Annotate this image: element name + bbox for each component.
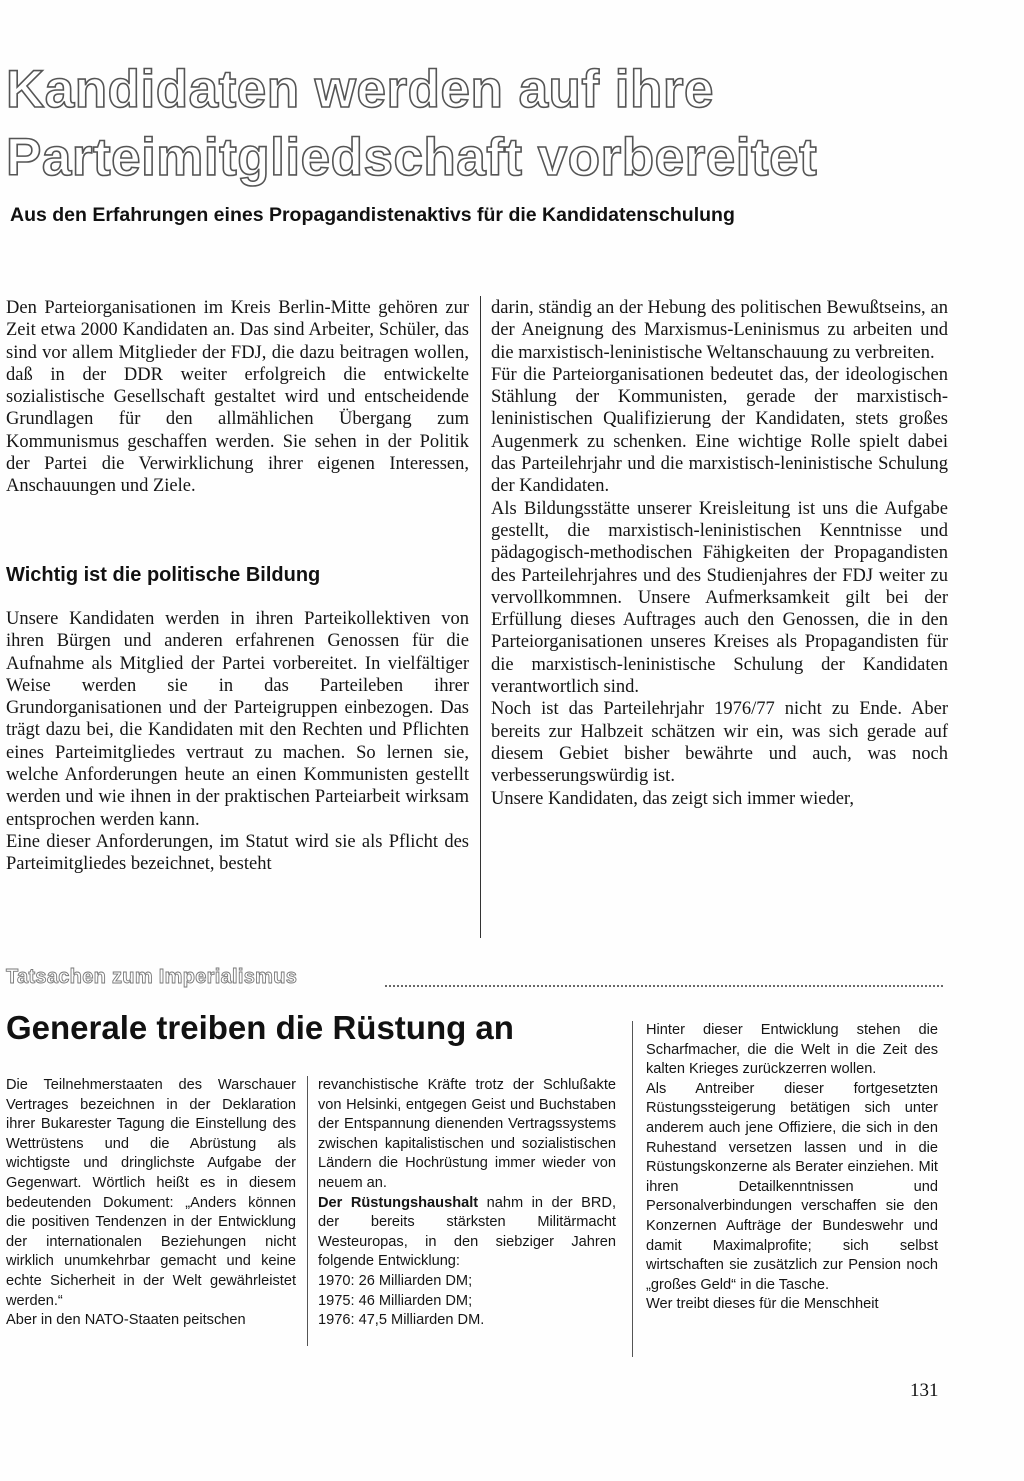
budget-line: 1976: 47,5 Milliarden DM. <box>318 1312 485 1329</box>
column-divider <box>480 296 481 938</box>
budget-line: 1970: 26 Milliarden DM; <box>318 1272 473 1289</box>
article-paragraph: Als Bildungsstätte unserer Kreisleitung ist uns die Aufgabe gestellt, die marxistisch-leninistischen Kenntnisse und pädagogisch-methodischen Fähigkeiten der Propagandisten des Parteilehrjahres und des Studienjahres der FDJ weiter zu vervollkommnen. Unsere Aufmerksamkeit gilt bei der Erfüllung dieses Auftrages auch den Genossen, die in den Parteiorganisationen unseres Kreises als Propagandisten für die marxistisch-leninistische Schulung der Kandidaten verantwortlich sind. <box>491 498 948 698</box>
article-column-1 <box>6 1076 296 1331</box>
article-paragraph: Noch ist das Parteilehrjahr 1976/77 nicht zu Ende. Aber bereits zur Halbzeit schätzen wir ein, was sich gerade auf diesem Gebiet bisher bewährte und auch, was noch verbesserungswürdig ist. <box>491 699 948 787</box>
article-paragraph: Die Teilnehmerstaaten des Warschauer Vertrages bezeichnen in der Deklaration ihrer Bukarester Tagung die Einstellung des Wettrüstens und die Abrüstung als wichtigste und dringlichste Aufgabe der Gegenwart. Wörtlich heißt es in diesem bedeutenden Dokument: „Anders können die positiven Tendenzen in der Entwicklung der internationalen Beziehungen nicht wirklich unumkehrbar gemacht und keine echte Sicherheit in der Welt gewährleistet werden.“ <box>6 1077 296 1309</box>
page-number: 131 <box>910 1380 939 1401</box>
article-column-left-intro <box>6 297 469 498</box>
article-paragraph: Den Parteiorganisationen im Kreis Berlin-Mitte gehören zur Zeit etwa 2000 Kandidaten an. Das sind Arbeiter, Schüler, das sind vor allem Mitglieder der FDJ, die dazu beitragen wollen, daß in der DDR weiter erfolgreich die entwickelte sozialistische Gesellschaft gestaltet wird und entscheidende Grundlagen für den allmählichen Übergang zum Kommunismus geschaffen werden. Sie sehen in der Politik der Partei die Verwirklichung ihrer eigenen Interessen, Anschauungen und Ziele. <box>6 298 469 497</box>
article-paragraph: Hinter dieser Entwicklung stehen die Scharfmacher, die die Welt in die Zeit des kalten Krieges zurückzerren wollen. <box>646 1022 938 1078</box>
article-paragraph: Unsere Kandidaten werden in ihren Parteikollektiven von ihren Bürgen und anderen erfahrenen Genossen für die Aufnahme als Mitglied der Partei vorbereitet. In vielfältiger Weise werden sie in das Parteileben ihrer Grundorganisationen und der Parteigruppen einbezogen. Das trägt dazu bei, die Kandidaten mit den Rechten und Pflichten eines Parteimitgliedes vertraut zu machen. So lernen sie, welche Anforderungen heute an einen Kommunisten gestellt werden und wie ihnen in der praktischen Parteiarbeit wirksam entsprochen werden kann. <box>6 609 469 830</box>
paragraph-rest: nahm in der BRD, der bereits stärksten Militärmacht Westeuropas, in den siebziger Jahren folgende Entwicklung: <box>318 1194 616 1270</box>
section-heading: Wichtig ist die politische Bildung <box>6 564 321 586</box>
column-rule <box>632 1021 633 1357</box>
page-title: Kandidaten werden auf ihre Parteimitgliedschaft vorbereitet <box>6 60 818 187</box>
article-paragraph: Für die Parteiorganisationen bedeutet das, der ideologischen Stählung der Kommunisten, gerade der marxistisch-leninistischen Qualifizierung der Kandidaten, stets großes Augenmerk zu schenken. Eine wichtige Rolle spielt dabei das Parteilehrjahr und die marxistisch-leninistische Schulung der Kandidaten. <box>491 364 948 497</box>
section-kicker: Tatsachen zum Imperialismus <box>6 966 298 988</box>
article-column-2 <box>318 1076 616 1331</box>
article-paragraph: Eine dieser Anforderungen, im Statut wird sie als Pflicht des Parteimitgliedes bezeichnet, besteht <box>6 831 469 875</box>
article-paragraph: revanchistische Kräfte trotz der Schlußakte von Helsinki, entgegen Geist und Buchstaben der Entspannung dienenden Vertragssystems zwischen kapitalistischen und sozialistischen Ländern die Hochrüstung immer wieder von neuem an. <box>318 1077 616 1191</box>
article-column-3 <box>646 1021 938 1315</box>
article-paragraph: Aber in den NATO-Staaten peitschen <box>6 1312 246 1329</box>
article-column-right <box>491 297 948 810</box>
article-paragraph: Wer treibt dieses für die Menschheit <box>646 1296 879 1313</box>
article-column-left <box>6 608 469 876</box>
column-rule <box>307 1076 308 1346</box>
article-paragraph: Als Antreiber dieser fortgesetzten Rüstungssteigerung betätigen sich unter anderem auch jene Offiziere, die sich in den Ruhestand versetzen lassen und in die Rüstungskonzerne als Berater einziehen. Mit ihren Detailkenntnissen und Personalverbindungen verschaffen sie den Konzernen Aufträge der Bundeswehr und damit Maximalprofite; sich selbst wirtschaften sie zusätzlich zur Pension noch „großes Geld“ in die Tasche. <box>646 1080 938 1293</box>
article-paragraph: darin, ständig an der Hebung des politischen Bewußtseins, an der Aneignung des Marxismus-Leninismus zu arbeiten und die marxistisch-leninistische Weltanschauung zu verbreiten. <box>491 298 948 363</box>
bold-lead: Der Rüstungshaushalt <box>318 1194 479 1211</box>
article-paragraph: Unsere Kandidaten, das zeigt sich immer wieder, <box>491 788 854 809</box>
page-subtitle: Aus den Erfahrungen eines Propagandistenaktivs für die Kandidatenschulung <box>10 204 735 226</box>
budget-line: 1975: 46 Milliarden DM; <box>318 1292 473 1309</box>
article-paragraph-budget <box>318 1194 616 1272</box>
article-headline: Generale treiben die Rüstung an <box>6 1009 514 1046</box>
kicker-dotted-rule <box>385 985 943 987</box>
